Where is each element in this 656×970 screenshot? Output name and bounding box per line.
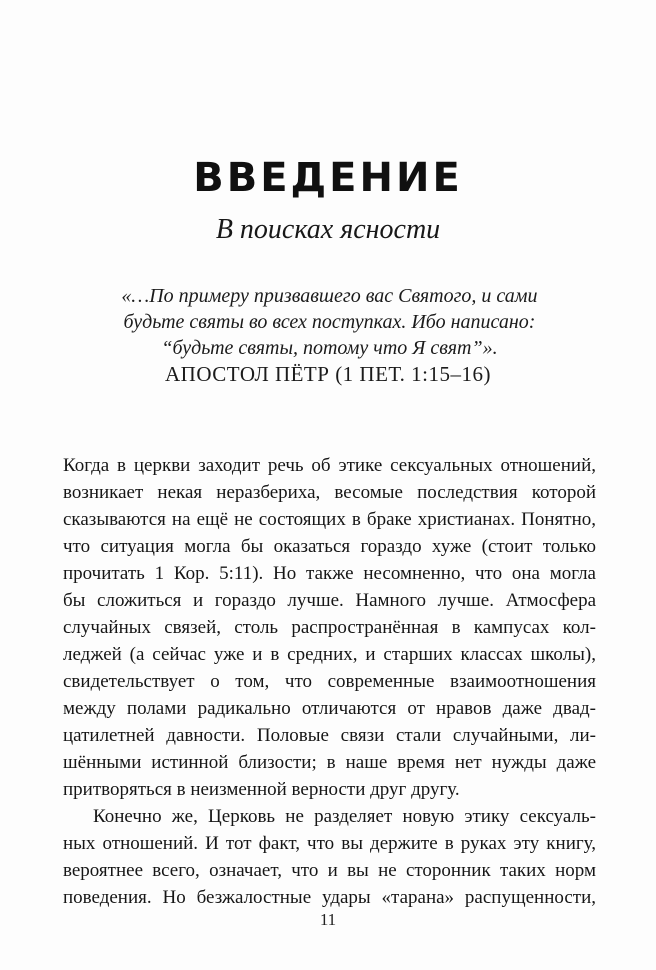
chapter-subtitle: В поисках ясности xyxy=(215,214,441,245)
paragraph-1 xyxy=(63,452,596,803)
body-line: леджей (а сейчас уже и в средних, и старших классах школы), xyxy=(63,644,596,665)
paragraph-2 xyxy=(63,803,596,911)
chapter-title: ВВЕДЕНИЕ xyxy=(193,155,463,201)
body-line: притворяться в неизменной верности друг другу. xyxy=(63,779,460,800)
body-line: случайных связей, столь распространённая в кампусах кол- xyxy=(63,617,596,638)
body-line: цатилетней давности. Половые связи стали случайными, ли- xyxy=(63,725,596,746)
epigraph xyxy=(63,283,596,361)
body-line: бы сложиться и гораздо лучше. Намного лучше. Атмосфера xyxy=(63,590,596,611)
epigraph-attribution: АПОСТОЛ ПЁТР (1 ПЕТ. 1:15–16) xyxy=(165,362,491,386)
body-line: поведения. Но безжалостные удары «тарана» распущенности, xyxy=(63,887,596,908)
body-line: свидетельствует о том, что современные взаимоотношения xyxy=(63,671,596,692)
body-line: Конечно же, Церковь не разделяет новую этику сексуаль- xyxy=(93,806,596,827)
page-number: 11 xyxy=(319,910,337,929)
epigraph-line: «…По примеру призвавшего вас Святого, и сами xyxy=(121,285,538,307)
epigraph-line: будьте святы во всех поступках. Ибо написано: xyxy=(123,311,536,333)
body-line: шёнными истинной близости; в наше время нет нужды даже xyxy=(63,752,596,773)
body-line: ных отношений. И тот факт, что вы держите в руках эту книгу, xyxy=(63,833,596,854)
epigraph-line: “будьте святы, потому что Я свят”». xyxy=(161,337,498,359)
body-line: сказываются на ещё не состоящих в браке христианах. Понятно, xyxy=(63,509,596,530)
body-line: возникает некая неразбериха, весомые последствия которой xyxy=(63,482,596,503)
body-text xyxy=(63,452,596,911)
body-line: что ситуация могла бы оказаться гораздо хуже (стоит только xyxy=(63,536,596,557)
body-line: между полами радикально отличаются от нравов даже двад- xyxy=(63,698,596,719)
body-line: вероятнее всего, означает, что и вы не сторонник таких норм xyxy=(63,860,596,881)
body-line: прочитать 1 Кор. 5:11). Но также несомненно, что она могла xyxy=(63,563,596,584)
body-line: Когда в церкви заходит речь об этике сексуальных отношений, xyxy=(63,455,596,476)
